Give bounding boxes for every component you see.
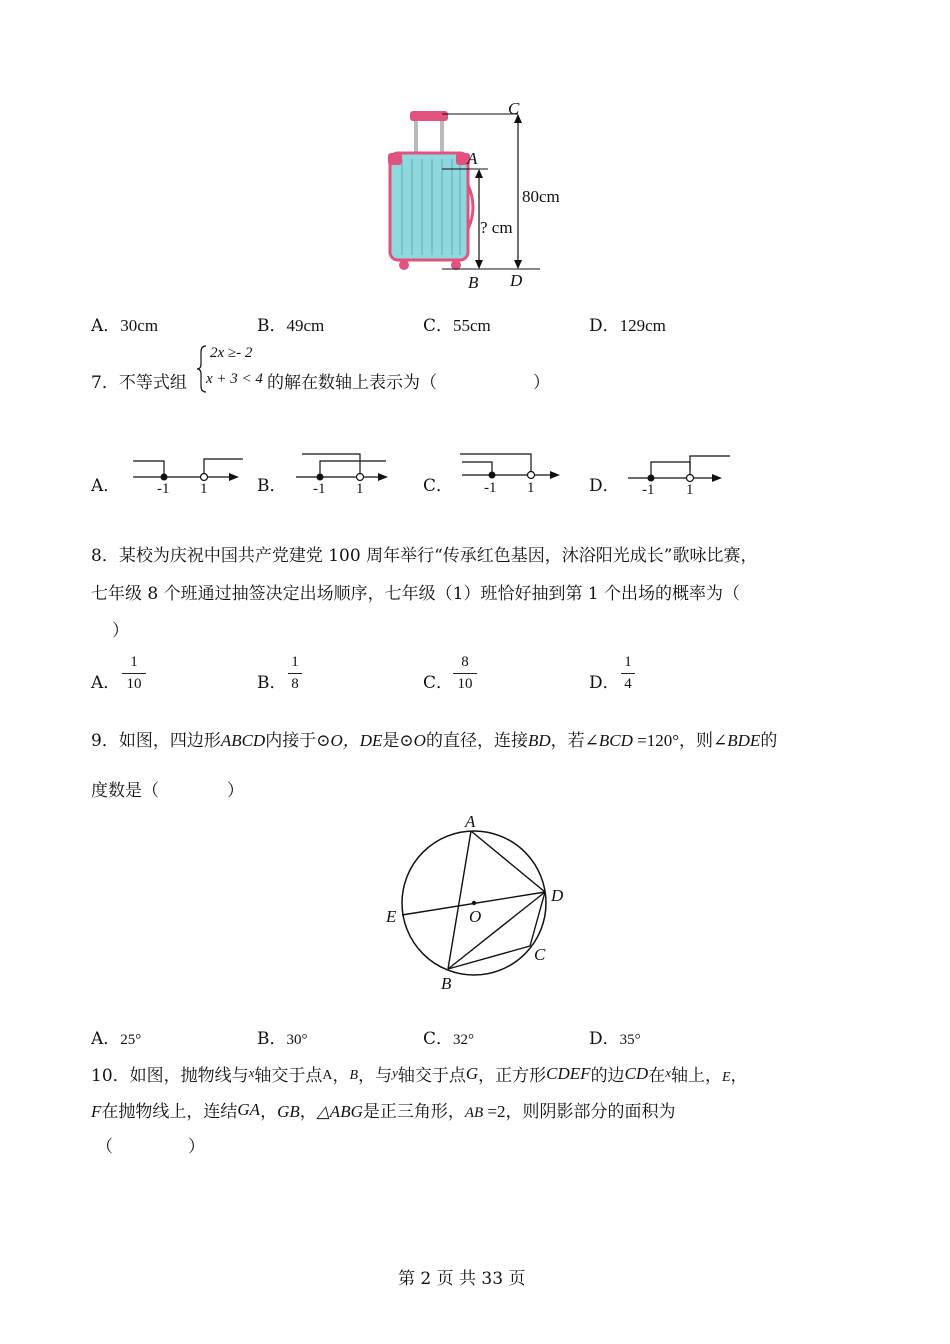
q7-close: ） [533,373,550,393]
q6-option-b[interactable]: B．49cm [257,316,325,336]
q8-option-b[interactable]: B． [257,673,287,693]
q10-line-1: 10．如图，抛物线与$^x$轴交于点A，B，与$^y$轴交于点G，正方形CDEF的边CD在$^x$轴上，E， [91,1064,748,1086]
q8-line-2: 七年级 8 个班通过抽签决定出场顺序，七年级（1）班恰好抽到第 1 个出场的概率为（ [91,584,741,604]
number-line-b[interactable] [292,450,397,500]
q9-option-a[interactable]: A．25° [91,1029,142,1049]
number-line-a[interactable] [125,455,250,500]
q9-option-c[interactable]: C．32° [423,1029,475,1049]
q8-line-1: 8．某校为庆祝中国共产党建党 100 周年举行“传承红色基因，沐浴阳光成长”歌咏比赛， [91,546,758,566]
q7-prefix: 7．不等式组 [91,373,187,393]
q7-option-c[interactable]: C． [423,476,454,496]
q7-suffix: 的解在数轴上表示为（ [267,373,437,393]
label-height: 80cm [522,187,560,206]
q9-option-d[interactable]: D．35° [589,1029,641,1049]
q7-option-d[interactable]: D． [589,476,620,496]
label-d: D [510,271,523,290]
fraction: 1 10 [122,654,146,693]
fraction: 1 8 [288,654,302,693]
q10-line-2: F在抛物线上，连结GA，GB，△ABG是正三角形，AB =2，则阴影部分的面积为 [91,1100,676,1122]
number-line-c[interactable] [458,450,568,495]
q8-line-3: ） [112,621,129,641]
q7-option-b[interactable]: B． [257,476,287,496]
label-a: A [465,812,476,831]
q9-line-2: 度数是（ [91,781,159,801]
q9-close: ） [227,781,244,801]
circle-figure [380,810,580,995]
tick-label: 1 [356,481,364,497]
q7-option-a[interactable]: A． [91,476,121,496]
tick-label: 1 [200,481,208,497]
label-c: C [508,99,520,118]
q6-option-c[interactable]: C．55cm [423,316,491,336]
fraction: 8 10 [453,654,477,693]
tick-label: -1 [157,481,170,497]
q6-option-d[interactable]: D．129cm [589,316,666,336]
q9-option-b[interactable]: B．30° [257,1029,308,1049]
tick-label: 1 [527,480,535,496]
q10-close: ） [188,1137,205,1157]
page-footer: 第 2 页 共 33 页 [398,1269,526,1289]
q9-line-1: 9．如图，四边形ABCD内接于⊙O，DE是⊙O的直径，连接BD，若∠BCD =120°，则∠BDE的 [91,731,778,751]
q7-inequality-1: 2x ≥- 2 [210,345,253,361]
label-e: E [386,907,397,926]
label-a: A [467,149,478,168]
label-b: B [441,974,452,993]
q8-option-c[interactable]: C． [423,673,454,693]
q7-inequality-2: x + 3 < 4 [206,371,263,387]
tick-label: -1 [484,480,497,496]
q6-option-a[interactable]: A．30cm [91,316,159,336]
tick-label: 1 [686,482,694,498]
q10-line-3: （ [96,1137,113,1157]
fraction: 1 4 [621,654,635,693]
q8-option-a[interactable]: A． [91,673,121,693]
label-b: B [468,273,479,292]
label-unknown-height: ? cm [480,218,513,237]
number-line-d[interactable] [624,452,734,497]
tick-label: -1 [642,482,655,498]
label-o: O [469,907,482,926]
label-c: C [534,945,546,964]
tick-label: -1 [313,481,326,497]
q8-option-d[interactable]: D． [589,673,620,693]
label-d: D [551,886,564,905]
